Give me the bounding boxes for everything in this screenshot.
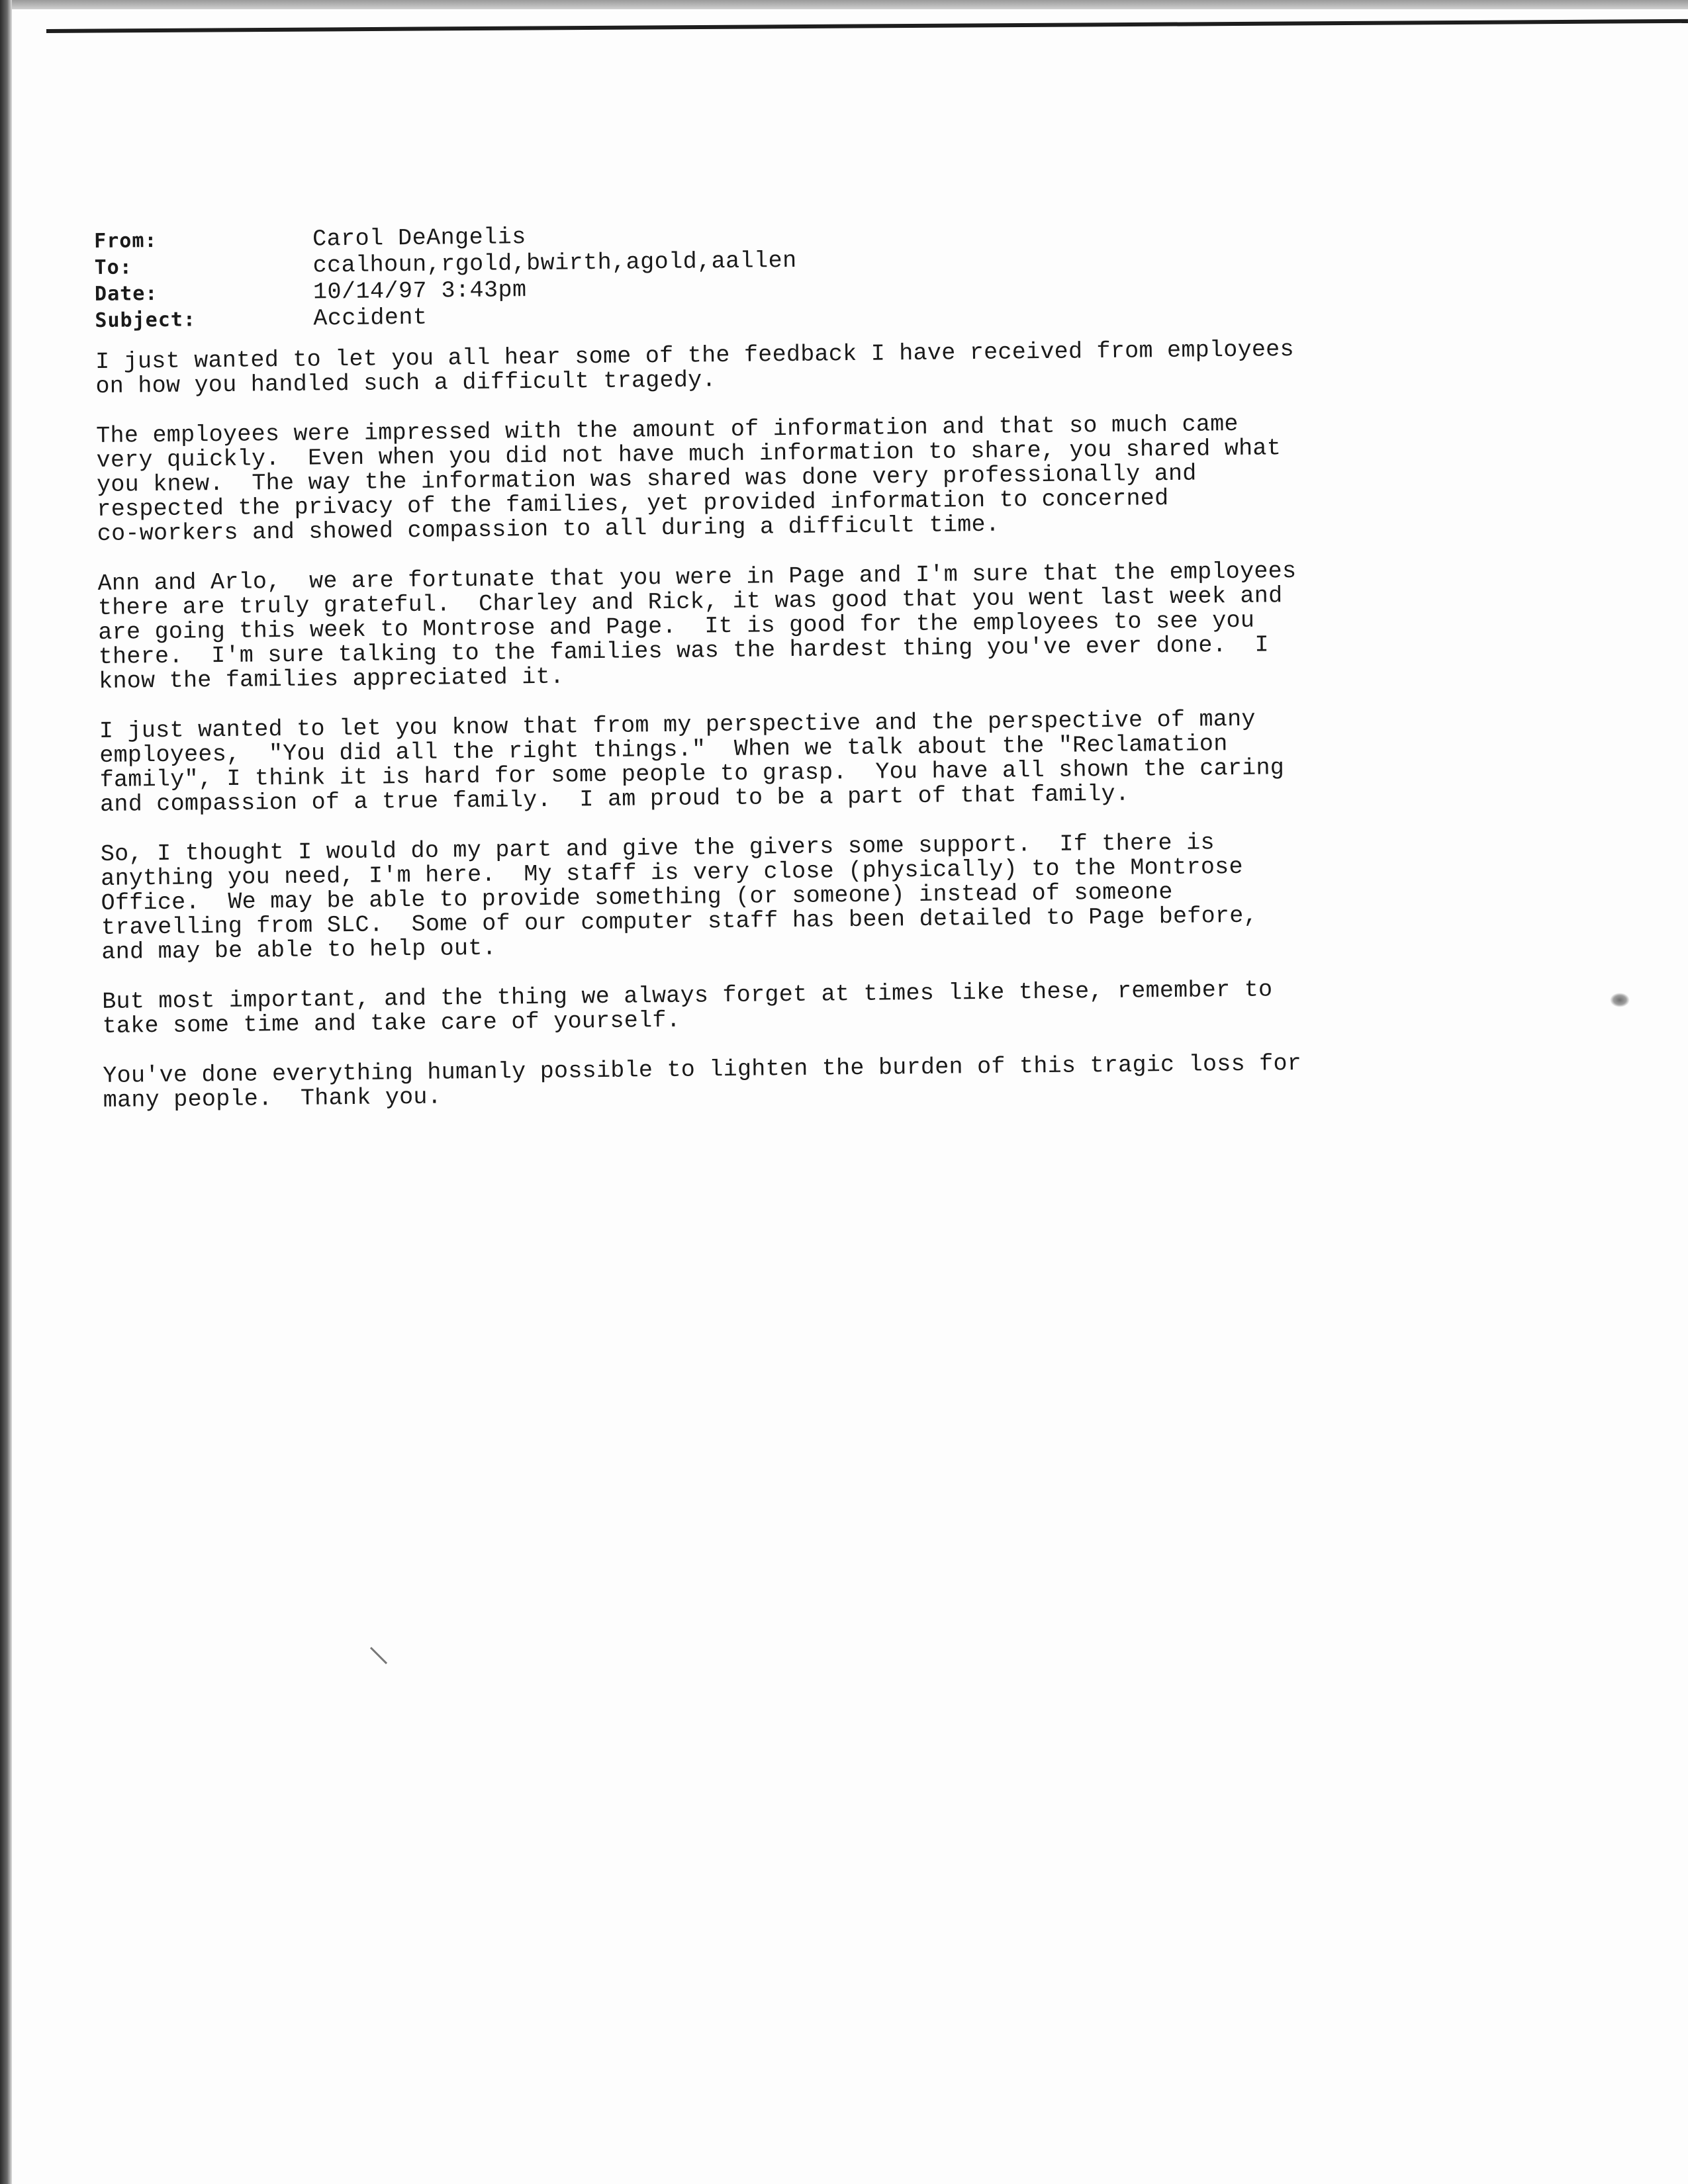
body-paragraph-6: But most important, and the thing we always forget at times like these, remember to take some time and take care of yourself. bbox=[102, 976, 1273, 1040]
body-paragraph-7: You've done everything humanly possible to lighten the burden of this tragic loss for many people. Thank you. bbox=[103, 1050, 1302, 1114]
email-memo bbox=[94, 214, 1427, 1138]
from-label: From: bbox=[94, 229, 158, 253]
email-header bbox=[94, 214, 1419, 334]
to-value: ccalhoun,rgold,bwirth,agold,aallen bbox=[312, 247, 797, 279]
stray-pen-mark bbox=[370, 1647, 387, 1664]
body-paragraph-4: I just wanted to let you know that from my perspective and the perspective of many employees, "You did all the right things." When we talk about the "Reclamation family", I think it is hard for some people to grasp. You have all shown the caring and compassion of a true family. I am proud to be a part of that family. bbox=[99, 705, 1285, 818]
body-paragraph-5: So, I thought I would do my part and give the givers some support. If there is anything you need, I'm here. My staff is very close (physically) to the Montrose Office. We may be able to provide something (or someone) instead of someone travelling from SLC. Some of our computer staff has been detailed to Page before, and may be able to help out. bbox=[100, 829, 1258, 966]
scan-top-edge bbox=[0, 0, 1688, 9]
to-label: To: bbox=[94, 255, 132, 279]
scan-speck bbox=[1610, 993, 1630, 1007]
body-paragraph-1: I just wanted to let you all hear some of the feedback I have received from employees on how you handled such a difficult tragedy. bbox=[95, 336, 1295, 400]
from-value: Carol DeAngelis bbox=[312, 224, 526, 253]
subject-value: Accident bbox=[313, 304, 428, 332]
date-value: 10/14/97 3:43pm bbox=[312, 277, 527, 306]
scan-left-edge bbox=[0, 0, 12, 2184]
header-rule-line bbox=[46, 19, 1688, 33]
body-paragraph-2: The employees were impressed with the amount of information and that so much came very quickly. Even when you did not have much information to share, you shared what you knew. The way the information was shared was done very professionally and respected the privacy of the families, yet provided information to concerned co-workers and showed compassion to all during a difficult time. bbox=[96, 410, 1282, 547]
subject-label: Subject: bbox=[95, 308, 197, 332]
date-label: Date: bbox=[94, 281, 158, 306]
email-body bbox=[95, 336, 1427, 1113]
body-paragraph-3: Ann and Arlo, we are fortunate that you were in Page and I'm sure that the employees there are truly grateful. Charley and Rick, it was good that you went last week and are going this week to Montrose and Page. It is good for the employees to see you there. I'm sure talking to the families was the hardest thing you've ever done. I know the families appreciated it. bbox=[97, 558, 1297, 695]
